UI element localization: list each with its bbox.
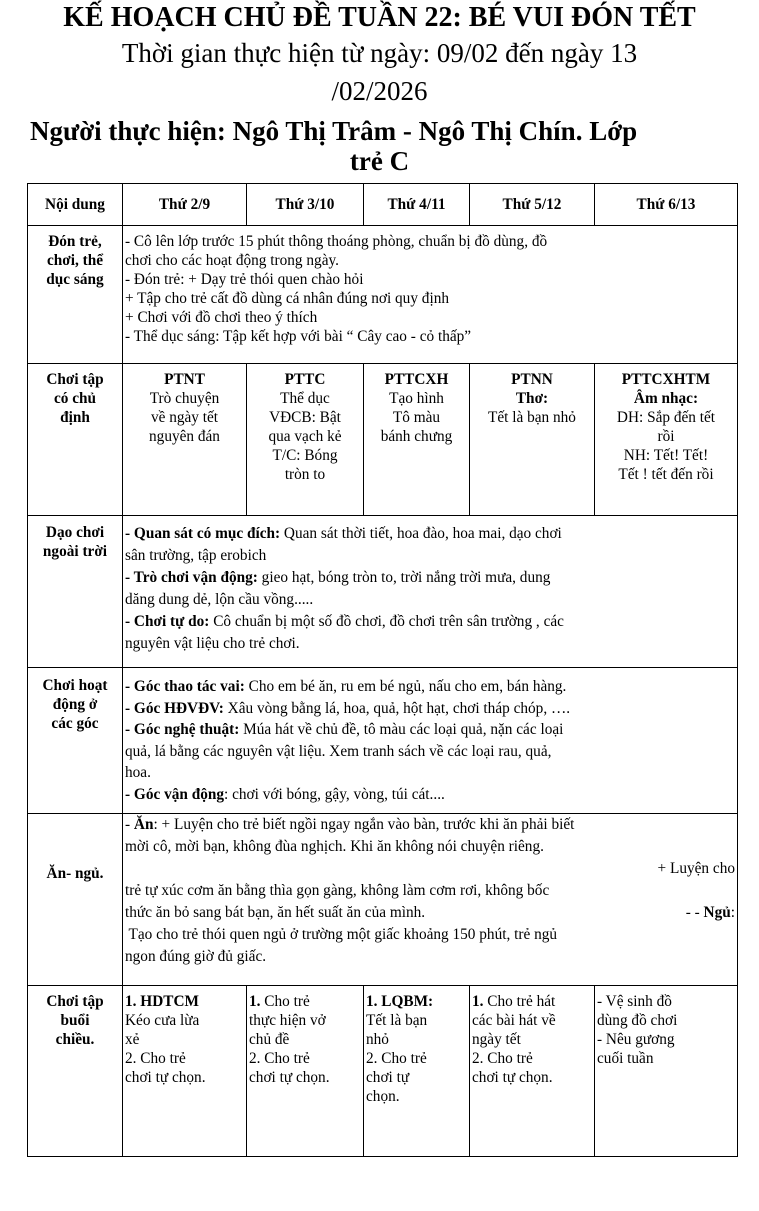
- text-line: - Vệ sinh đồ: [597, 993, 672, 1010]
- performer-line1: Người thực hiện: Ngô Thị Trâm - Ngô Thị Chín. Lớp: [30, 116, 638, 146]
- text-line: Tạo hình: [389, 390, 444, 407]
- row-outdoor-play: [28, 516, 738, 668]
- item-heading: - Góc HĐVĐV:: [125, 699, 224, 717]
- label-line: buổi: [60, 1012, 90, 1029]
- subject-code: PTTC: [284, 371, 326, 388]
- text-line: [125, 814, 735, 836]
- afternoon-thu: [470, 986, 595, 1157]
- text-line: chủ đề: [249, 1031, 290, 1048]
- text-line: cuối tuần: [597, 1050, 654, 1067]
- planned-tue: [247, 364, 364, 516]
- text-line: Tết là bạn nhỏ: [488, 409, 576, 426]
- row-afternoon: [28, 986, 738, 1157]
- subject-code: PTTCXHTM: [621, 371, 711, 388]
- label-line: định: [60, 409, 90, 426]
- performer-line2: trẻ C: [349, 146, 410, 176]
- planned-thu: [470, 364, 595, 516]
- item-heading: - Góc thao tác vai:: [125, 678, 245, 695]
- text-line: VĐCB: Bật: [269, 409, 341, 426]
- text-line: 2. Cho trẻ: [249, 1050, 310, 1067]
- text-line: chơi tự chọn.: [125, 1069, 206, 1086]
- label-line: Chơi tập: [46, 371, 104, 388]
- text-line: Thể dục: [280, 390, 330, 407]
- text-line: ngon đúng giờ đủ giấc.: [125, 948, 267, 965]
- row-label-corners: [28, 668, 123, 814]
- text-line: nhỏ: [366, 1031, 389, 1048]
- item-heading: 1. LQBM:: [366, 993, 434, 1010]
- text-line: Âm nhạc:: [633, 390, 699, 407]
- header-cell-wed: Thứ 4/11: [364, 184, 470, 226]
- text-line: Thơ:: [515, 390, 549, 407]
- text-line: - Đón trẻ: + Dạy trẻ thói quen chào hỏi: [125, 271, 364, 288]
- item-heading: - Góc vận động: [125, 785, 225, 803]
- item-text: Múa hát về chủ đề, tô màu các loại quả, nặn các loại: [239, 721, 564, 738]
- header-cell-thu: Thứ 5/12: [470, 184, 595, 226]
- label-line: các góc: [51, 715, 99, 732]
- text-line: [472, 992, 592, 1011]
- text-line: 2. Cho trẻ: [366, 1050, 427, 1067]
- header-cell-tue: Thứ 3/10: [247, 184, 364, 226]
- row-label-outdoor: [28, 516, 123, 668]
- text-fragment: - -: [685, 904, 704, 921]
- text-line: + Chơi với đồ chơi theo ý thích: [125, 309, 318, 326]
- text-line: DH: Sắp đến tết: [616, 409, 716, 426]
- text-line: + Tập cho trẻ cất đồ dùng cá nhân đúng nơi quy định: [125, 290, 449, 307]
- text-fragment: -: [125, 816, 134, 833]
- label-line: Chơi hoạt: [42, 677, 108, 694]
- item-heading: - Quan sát có mục đích:: [125, 525, 281, 542]
- item-heading: - Góc nghệ thuật:: [125, 721, 240, 738]
- text-line: chơi tự chọn.: [472, 1069, 553, 1086]
- subject-code: PTNT: [164, 371, 205, 388]
- text-line: thực hiện vở: [249, 1012, 326, 1029]
- label-line: chơi, thể: [46, 252, 104, 269]
- afternoon-wed: [364, 986, 470, 1157]
- text-line: [249, 992, 361, 1011]
- label-line: dục sáng: [46, 271, 104, 288]
- text-line: tròn to: [284, 466, 326, 483]
- row-label-morning: [28, 226, 123, 364]
- label-line: Chơi tập: [46, 993, 104, 1010]
- text-line: nguyên đán: [149, 428, 220, 445]
- text-line: [125, 698, 735, 720]
- label-line: Ăn- ngủ.: [46, 865, 104, 882]
- row-planned-activities: [28, 364, 738, 516]
- text-line: + Luyện cho: [657, 860, 735, 877]
- row-label-meal-sleep: [28, 814, 123, 986]
- text-line: [125, 784, 735, 806]
- text-line: chọn.: [366, 1088, 400, 1105]
- text-line: NH: Tết! Tết!: [623, 447, 709, 464]
- item-text: Xâu vòng bằng lá, hoa, quả, hột hạt, chơi tháp chóp, ….: [223, 699, 571, 717]
- text-line: nguyên vật liệu cho trẻ chơi.: [125, 635, 300, 652]
- label-line: có chủ: [53, 390, 97, 407]
- item-text: gieo hạt, bóng tròn to, trời nắng trời mưa, dung: [257, 569, 551, 586]
- item-text: Quan sát thời tiết, hoa đào, hoa mai, dạo chơi: [280, 525, 562, 542]
- text-line: 2. Cho trẻ: [125, 1050, 186, 1067]
- row-morning-reception: [28, 226, 738, 364]
- text-line: các bài hát về: [472, 1012, 556, 1029]
- subject-code: PTNN: [511, 371, 553, 388]
- time-range-line1: Thời gian thực hiện từ ngày: 09/02 đến ngày 13: [121, 38, 638, 68]
- text-line: ngày tết: [472, 1031, 521, 1048]
- text-line: dùng đồ chơi: [597, 1012, 678, 1029]
- label-line: Dạo chơi: [45, 524, 105, 541]
- text-line: chơi cho các hoạt động trong ngày.: [125, 252, 339, 269]
- text-line: [125, 676, 735, 698]
- planned-mon: [123, 364, 247, 516]
- text-line: Tô màu: [392, 409, 441, 426]
- planned-wed: [364, 364, 470, 516]
- text-line: [125, 902, 735, 924]
- text-line: Kéo cưa lừa: [125, 1012, 200, 1029]
- text-line: 2. Cho trẻ: [472, 1050, 533, 1067]
- text-line: hoa.: [125, 764, 151, 781]
- item-text: Cho em bé ăn, ru em bé ngủ, nấu cho em, bán hàng.: [244, 678, 567, 695]
- text-line: chơi tự: [366, 1069, 410, 1086]
- text-fragment: Cho trẻ hát: [483, 993, 556, 1010]
- label-line: Đón trẻ,: [48, 233, 102, 250]
- text-line: bánh chưng: [380, 428, 453, 445]
- text-line: sân trường, tập erobich: [125, 547, 267, 564]
- text-fragment: Cho trẻ: [260, 993, 310, 1010]
- text-line: về ngày tết: [150, 409, 219, 426]
- item-text: Cô chuẩn bị một số đồ chơi, đồ chơi trên sân trường , các: [209, 613, 564, 630]
- corners-content: [123, 668, 738, 814]
- label-line: chiều.: [55, 1031, 95, 1048]
- item-heading: - Chơi tự do:: [125, 613, 210, 630]
- text-line: T/C: Bóng: [272, 447, 338, 464]
- text-line: chơi tự chọn.: [249, 1069, 330, 1086]
- afternoon-fri: [595, 986, 738, 1157]
- header-cell-fri: Thứ 6/13: [595, 184, 738, 226]
- outdoor-content: [123, 516, 738, 668]
- text-line: xẻ: [125, 1031, 140, 1048]
- text-line: Tạo cho trẻ thói quen ngủ ở trường một giấc khoảng 150 phút, trẻ ngủ: [125, 926, 558, 943]
- row-meal-sleep: [28, 814, 738, 986]
- text-line: Tết ! tết đến rồi: [618, 466, 714, 483]
- text-line: rồi: [657, 428, 675, 445]
- text-line: dăng dung dẻ, lộn cầu vồng.....: [125, 591, 314, 608]
- item-heading: Ngủ: [703, 904, 731, 921]
- morning-content: [123, 226, 738, 364]
- text-line: - Thể dục sáng: Tập kết hợp với bài “ Cây cao - cỏ thấp”: [125, 328, 472, 345]
- weekly-plan-table: [27, 183, 738, 1157]
- text-fragment: :: [730, 904, 735, 921]
- text-line: [125, 611, 735, 633]
- text-line: quả, lá bằng các nguyên vật liệu. Xem tranh sách về các loại rau, quả,: [125, 742, 552, 760]
- text-fragment: : + Luyện cho trẻ biết ngồi ngay ngắn vào bàn, trước khi ăn phải biết: [153, 816, 575, 833]
- item-heading: - Trò chơi vận động:: [125, 569, 258, 586]
- text-line: [125, 992, 244, 1011]
- header-cell-content: Nội dung: [28, 184, 123, 226]
- text-line: [125, 719, 735, 741]
- item-heading: 1.: [249, 993, 261, 1010]
- meal-sleep-content: [123, 814, 738, 986]
- afternoon-mon: [123, 986, 247, 1157]
- text-line: qua vạch kẻ: [268, 428, 342, 445]
- row-label-planned: [28, 364, 123, 516]
- text-line: Tết là bạn: [366, 1012, 428, 1029]
- text-line: [125, 523, 735, 545]
- item-text: : chơi với bóng, gậy, vòng, túi cát....: [224, 785, 445, 803]
- text-line: - Cô lên lớp trước 15 phút thông thoáng phòng, chuẩn bị đồ dùng, đồ: [125, 233, 548, 250]
- text-line: - Nêu gương: [597, 1031, 675, 1048]
- item-heading: Ăn: [133, 816, 154, 833]
- text-line: trẻ tự xúc cơm ăn bằng thìa gọn gàng, không làm cơm rơi, không bốc: [125, 882, 550, 899]
- text-line: [125, 567, 735, 589]
- label-line: động ở: [52, 696, 98, 713]
- page-title: KẾ HOẠCH CHỦ ĐỀ TUẦN 22: BÉ VUI ĐÓN TẾT: [63, 2, 696, 33]
- afternoon-tue: [247, 986, 364, 1157]
- planned-fri: [595, 364, 738, 516]
- header-cell-mon: Thứ 2/9: [123, 184, 247, 226]
- time-range-line2: /02/2026: [331, 76, 428, 106]
- item-heading: 1.: [472, 993, 484, 1010]
- text-line: [366, 992, 467, 1011]
- text-line: Trò chuyện: [149, 390, 220, 407]
- text-fragment: thức ăn bỏ sang bát bạn, ăn hết suất ăn của mình.: [125, 904, 426, 921]
- sleep-heading: [686, 902, 735, 924]
- row-corner-activities: [28, 668, 738, 814]
- header-row: [28, 184, 738, 226]
- label-line: ngoài trời: [42, 543, 108, 560]
- subject-code: PTTCXH: [384, 371, 449, 388]
- item-heading: 1. HDTCM: [125, 993, 199, 1010]
- text-line: mời cô, mời bạn, không đùa nghịch. Khi ăn không nói chuyện riêng.: [125, 838, 544, 855]
- row-label-afternoon: [28, 986, 123, 1157]
